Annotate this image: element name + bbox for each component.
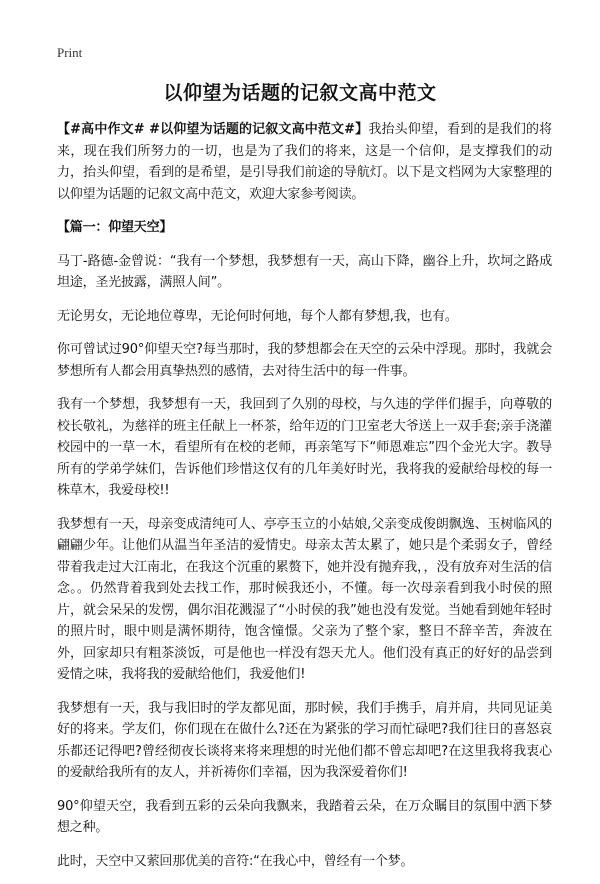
article-body	[57, 119, 552, 884]
body-paragraph: 90°仰望天空，我看到五彩的云朵向我飘来，我踏着云朵，在万众瞩目的氛围中洒下梦想之种。	[57, 798, 552, 835]
body-paragraph: 你可曾试过90°仰望天空?每当那时，我的梦想都会在天空的云朵中浮现。那时，我就会梦想所有人都会用真挚热烈的感情，去对待生活中的每一件事。	[57, 342, 552, 379]
intro-tag: 【#高中作文# #以仰望为话题的记叙文高中范文#】	[57, 122, 369, 137]
intro-text: 我抬头仰望，看到的是我们的将来，现在我们所努力的一切，也是为了我们的将来，这是一个信仰，是支撑我们的动力，抬头仰望，看到的是希望，是引导我们前途的导航灯。以下是文档网为大家整理的以仰望为话题的记叙文高中范文，欢迎大家参考阅读。	[57, 122, 552, 202]
body-paragraph: 此时，天空中又萦回那优美的音符:“在我心中，曾经有一个梦。	[57, 853, 414, 869]
body-paragraph: 我有一个梦想，我梦想有一天，我回到了久别的母校，与久违的学伴们握手，向尊敬的校长敬礼，为慈祥的班主任献上一杯茶，给年迈的门卫室老大爷送上一双手套;亲手浇灌校园中的一草一木，看望所有在校的老师，再亲笔写下“师恩难忘”四个金光大字。教导所有的学弟学妹们，告诉他们珍惜这仅有的几年美好时光，我将我的爱献给母校的每一株草木，我爱母校!!	[57, 397, 552, 498]
print-label: Print	[57, 45, 83, 60]
body-paragraph: 马丁-路德-金曾说：“我有一个梦想，我梦想有一天，高山下降，幽谷上升，坎坷之路成坦途，圣光披露，满照人间”。	[57, 253, 552, 290]
page-title: 以仰望为话题的记叙文高中范文	[163, 82, 437, 104]
body-paragraph: 我梦想有一天，我与我旧时的学友都见面，那时候，我们手携手，肩并肩，共同见证美好的将来。学友们，你们现在在做什么?还在为紧张的学习而忙碌吧?我们往日的喜怒哀乐都还记得吧?曾经彻夜长谈将来将来理想的时光他们都不曾忘却吧?在这里我将我衷心的爱献给我所有的友人，并祈祷你们幸福，因为我深爱着你们!	[57, 700, 552, 780]
body-paragraph: 我梦想有一天，母亲变成清纯可人、亭亭玉立的小姑娘,父亲变成俊朗飘逸、玉树临风的翩翩少年。让他们从温当年圣洁的爱情史。母亲太苦太累了，她只是个柔弱女子，曾经带着我走过大江南北，在我这个沉重的累赘下，她并没有抛弃我，，没有放弃对生活的信念。。仍然背着我到处去找工作，那时候我还小，不懂。每一次母亲看到我小时侯的照片，就会呆呆的发愣，偶尔泪花溅湿了“小时侯的我”她也没有发觉。当她看到她年轻时的照片时，眼中则是满怀期待，饱含憧憬。父亲为了整个家，整日不辞辛苦，奔波在外，回家却只有粗茶淡饭，可是他也一样没有怨天尤人。他们没有真正的好好的品尝到爱情之味，我将我的爱献给他们，我爱他们!	[57, 516, 552, 682]
body-paragraph: 无论男女，无论地位尊卑，无论何时何地，每个人都有梦想,我，也有。	[57, 308, 458, 324]
intro-paragraph	[57, 119, 552, 205]
section-heading: 【篇一：仰望天空】	[57, 220, 173, 235]
